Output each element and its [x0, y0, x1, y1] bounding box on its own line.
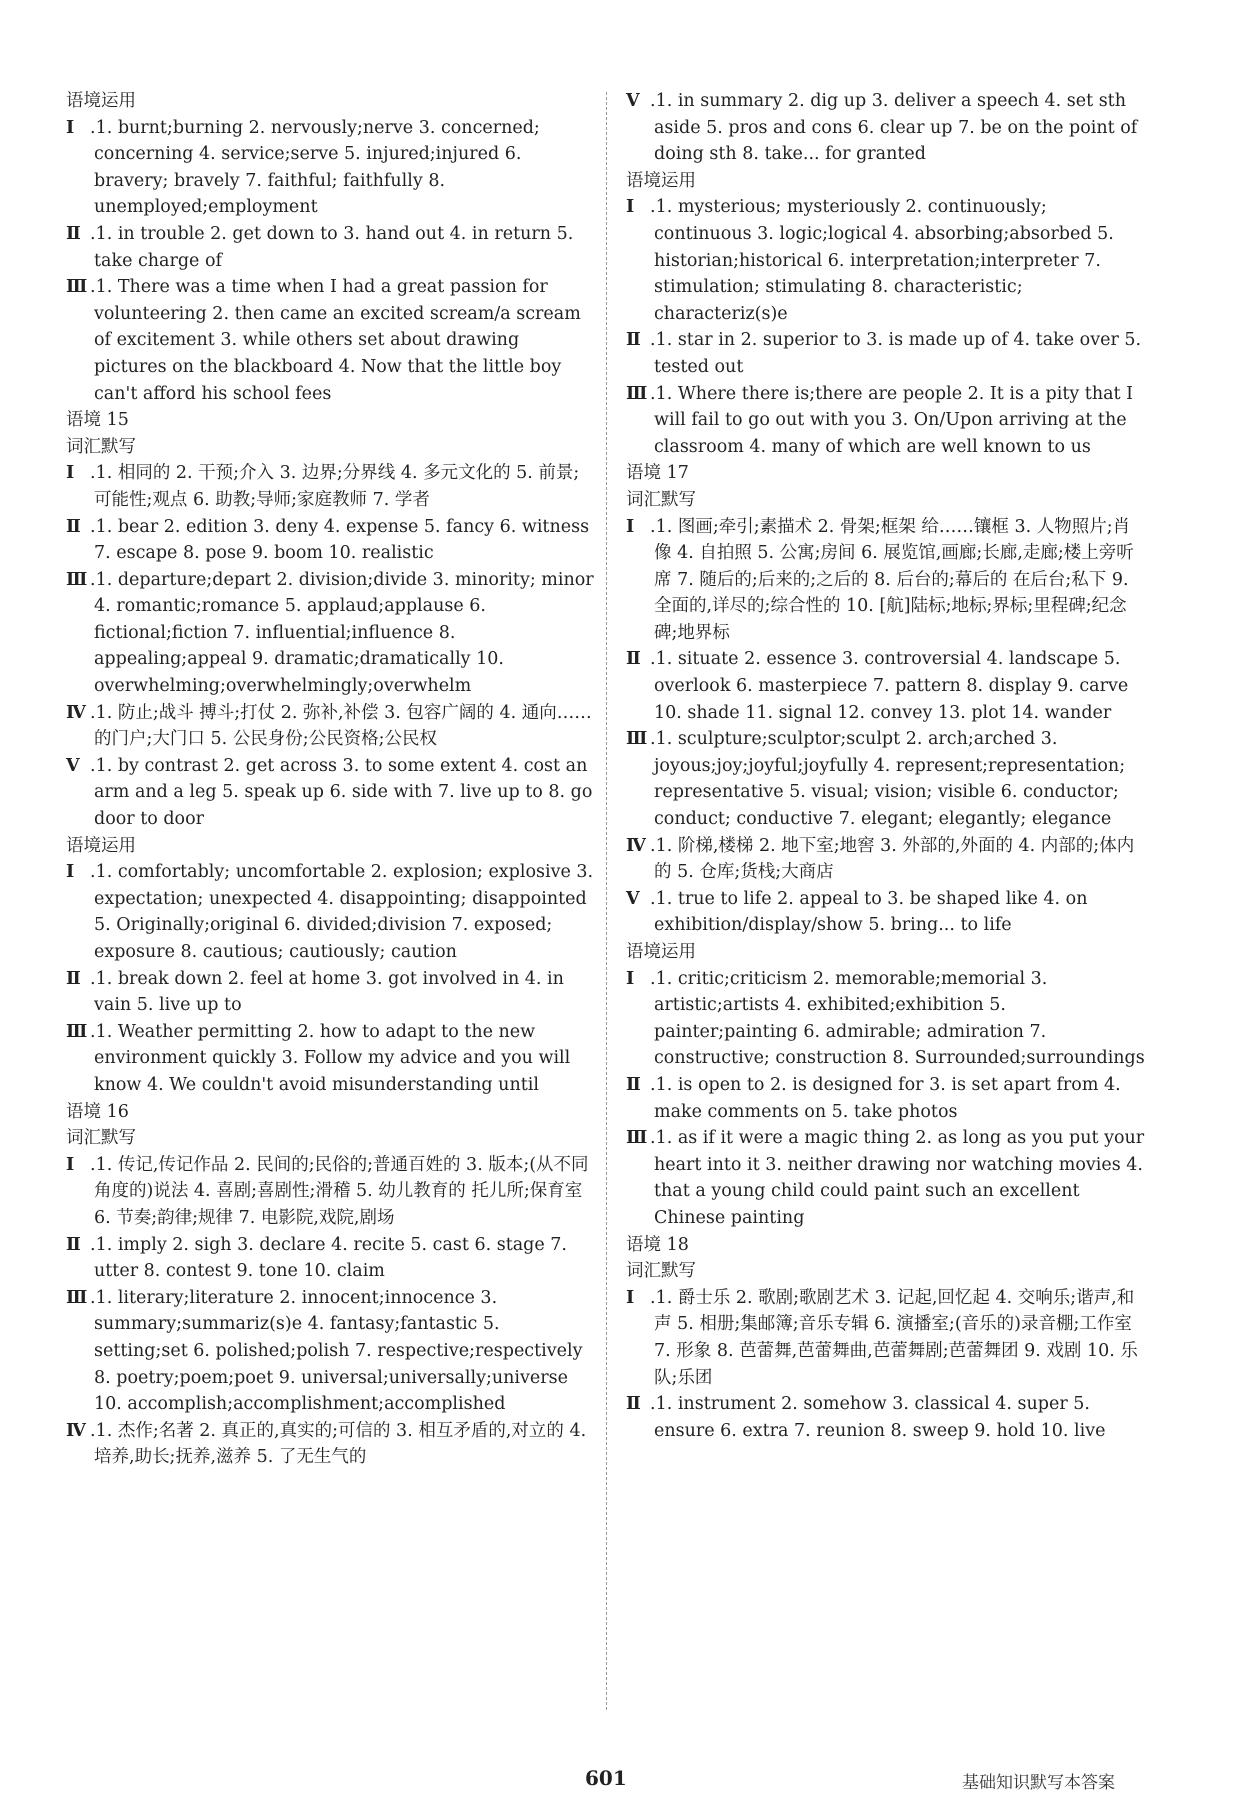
- roman-numeral: Ⅰ: [66, 862, 75, 883]
- roman-numeral: Ⅰ: [66, 1154, 75, 1175]
- answer-text: .1. 传记,传记作品 2. 民间的;民俗的;普通百姓的 3. 版本;(从不同角度的)说法 4. 喜剧;喜剧性;滑稽 5. 幼儿教育的 托儿所;保育室 6. 节奏;韵律;规律 7. 电影院,戏院,剧场: [90, 1154, 589, 1228]
- answer-item: [66, 1232, 596, 1285]
- answer-item: [626, 1391, 1146, 1444]
- answer-item: [66, 221, 596, 274]
- answer-text: .1. bear 2. edition 3. deny 4. expense 5. fancy 6. witness 7. escape 8. pose 9. boom 10. realistic: [90, 516, 590, 564]
- answer-text: .1. sculpture;sculptor;sculpt 2. arch;arched 3. joyous;joy;joyful;joyfully 4. represent;representation; representative 5. visual; vision; visible 6. conductor; conduct; conductive 7. elegant; elegantly; elegance: [650, 729, 1126, 830]
- answer-item: [66, 859, 596, 965]
- answer-item: [66, 966, 596, 1019]
- roman-numeral: Ⅱ: [66, 223, 81, 244]
- roman-numeral: Ⅰ: [626, 968, 635, 989]
- answer-item: [66, 1019, 596, 1099]
- roman-numeral: Ⅲ: [66, 1021, 88, 1042]
- unit-title: 语境 17: [626, 463, 689, 484]
- answer-item: [626, 327, 1146, 380]
- answer-text: .1. Where there is;there are people 2. It is a pity that I will fail to go out with you 3. On/Upon arriving at the classroom 4. many of which are well known to us: [650, 383, 1134, 457]
- answer-item: [66, 753, 596, 833]
- answer-text: .1. is open to 2. is designed for 3. is set apart from 4. make comments on 5. take photos: [650, 1074, 1121, 1122]
- roman-numeral: Ⅱ: [66, 1234, 81, 1255]
- roman-numeral: Ⅱ: [626, 330, 641, 351]
- answer-text: .1. 防止;战斗 搏斗;打仗 2. 弥补,补偿 3. 包容广阔的 4. 通向……的门户;大门口 5. 公民身份;公民资格;公民权: [90, 702, 592, 750]
- answer-item: [626, 194, 1146, 327]
- answer-text: .1. as if it were a magic thing 2. as long as you put your heart into it 3. neither drawing nor watching movies 4. that a young child could paint such an excellent Chinese painting: [650, 1128, 1145, 1228]
- answer-item: [626, 1285, 1146, 1391]
- answer-text: .1. 阶梯,楼梯 2. 地下室;地窖 3. 外部的,外面的 4. 内部的;体内的 5. 仓库;货栈;大商店: [650, 835, 1135, 883]
- section-heading: 词汇默写: [626, 1261, 696, 1282]
- section-heading: 词汇默写: [66, 1128, 136, 1149]
- answer-text: .1. departure;depart 2. division;divide 3. minority; minor 4. romantic;romance 5. applaud;applause 6. fictional;fiction 7. influential;influence 8. appealing;appeal 9. dramatic;dramatically 10. overwhelming;overwhelmingly;overwhelm: [90, 569, 594, 697]
- book-title: 基础知识默写本答案: [962, 1773, 1115, 1793]
- roman-numeral: Ⅱ: [66, 516, 81, 537]
- answer-item: [66, 700, 596, 753]
- roman-numeral: Ⅰ: [626, 1287, 635, 1308]
- answer-text: .1. break down 2. feel at home 3. got involved in 4. in vain 5. live up to: [90, 968, 564, 1016]
- answer-text: .1. star in 2. superior to 3. is made up of 4. take over 5. tested out: [650, 330, 1142, 377]
- answer-item: [66, 567, 596, 700]
- section-heading: 词汇默写: [626, 489, 696, 510]
- answer-item: [626, 966, 1146, 1072]
- answer-item: [66, 514, 596, 567]
- answer-item: [66, 460, 596, 513]
- roman-numeral: Ⅰ: [66, 463, 75, 484]
- left-column: [66, 88, 596, 1471]
- answer-text: .1. in summary 2. dig up 3. deliver a speech 4. set sth aside 5. pros and cons 6. clear up 7. be on the point of doing sth 8. take... for granted: [650, 91, 1138, 165]
- answer-item: [626, 88, 1146, 168]
- unit-title: 语境 15: [66, 410, 129, 431]
- answer-item: [66, 1152, 596, 1232]
- answer-text: .1. literary;literature 2. innocent;innocence 3. summary;summariz(s)e 4. fantasy;fantastic 5. setting;set 6. polished;polish 7. respective;respectively 8. poetry;poem;poet 9. universal;universally;universe 10. accomplish;accomplishment;accomplished: [90, 1287, 583, 1415]
- answer-item: [626, 646, 1146, 726]
- answer-item: [626, 514, 1146, 647]
- answer-text: .1. 相同的 2. 干预;介入 3. 边界;分界线 4. 多元文化的 5. 前景;可能性;观点 6. 助教;导师;家庭教师 7. 学者: [90, 463, 580, 510]
- answer-text: .1. 爵士乐 2. 歌剧;歌剧艺术 3. 记起,回忆起 4. 交响乐;谐声,和声 5. 相册;集邮簿;音乐专辑 6. 演播室;(音乐的)录音棚;工作室 7. 形象 8. 芭蕾舞,芭蕾舞曲,芭蕾舞剧;芭蕾舞团 9. 戏剧 10. 乐队;乐团: [650, 1287, 1138, 1388]
- section-heading: 语境运用: [66, 835, 136, 856]
- roman-numeral: Ⅴ: [626, 91, 640, 111]
- right-column: [626, 88, 1146, 1444]
- roman-numeral: Ⅱ: [626, 1074, 641, 1095]
- roman-numeral: Ⅲ: [66, 277, 88, 298]
- answer-text: .1. by contrast 2. get across 3. to some extent 4. cost an arm and a leg 5. speak up 6. side with 7. live up to 8. go door to door: [90, 755, 593, 830]
- section-heading: 词汇默写: [66, 436, 136, 457]
- roman-numeral: Ⅳ: [66, 702, 86, 723]
- roman-numeral: Ⅲ: [626, 1128, 648, 1149]
- roman-numeral: Ⅲ: [66, 1287, 88, 1308]
- column-divider: [606, 92, 607, 1710]
- answer-item: [626, 833, 1146, 886]
- roman-numeral: Ⅱ: [626, 1394, 641, 1415]
- answer-item: [66, 274, 596, 407]
- answer-text: .1. in trouble 2. get down to 3. hand out 4. in return 5. take charge of: [90, 223, 574, 271]
- answer-text: .1. critic;criticism 2. memorable;memorial 3. artistic;artists 4. exhibited;exhibition 5. painter;painting 6. admirable; admiration 7. constructive; construction 8. Surrounded;surroundings: [650, 968, 1145, 1069]
- answer-text: .1. situate 2. essence 3. controversial 4. landscape 5. overlook 6. masterpiece 7. pattern 8. display 9. carve 10. shade 11. signal 12. convey 13. plot 14. wander: [650, 649, 1129, 723]
- roman-numeral: Ⅲ: [626, 383, 648, 404]
- answer-item: [66, 115, 596, 221]
- roman-numeral: Ⅲ: [626, 729, 648, 750]
- answer-text: .1. burnt;burning 2. nervously;nerve 3. concerned; concerning 4. service;serve 5. injured;injured 6. bravery; bravely 7. faithful; faithfully 8. unemployed;employment: [90, 117, 540, 218]
- answer-text: .1. 图画;牵引;素描术 2. 骨架;框架 给……镶框 3. 人物照片;肖像 4. 自拍照 5. 公寓;房间 6. 展览馆,画廊;长廊,走廊;楼上旁听席 7. 随后的;后来的;之后的 8. 后台的;幕后的 在后台;私下 9. 全面的,详尽的;综合性的 10. [航]陆标;地标;界标;里程碑;纪念碑;地界标: [650, 516, 1134, 643]
- roman-numeral: Ⅴ: [66, 755, 80, 776]
- answer-item: [626, 886, 1146, 939]
- answer-text: .1. comfortably; uncomfortable 2. explosion; explosive 3. expectation; unexpected 4. disappointing; disappointed 5. Originally;original 6. divided;division 7. exposed; exposure 8. cautious; cautiously; caution: [90, 862, 594, 962]
- roman-numeral: Ⅴ: [626, 888, 640, 909]
- answer-item: [66, 1418, 596, 1471]
- answer-text: .1. Weather permitting 2. how to adapt to the new environment quickly 3. Follow my advice and you will know 4. We couldn't avoid misunderstanding until: [90, 1021, 571, 1095]
- answer-text: .1. imply 2. sigh 3. declare 4. recite 5. cast 6. stage 7. utter 8. contest 9. tone 10. claim: [90, 1234, 567, 1282]
- answer-item: [626, 726, 1146, 832]
- section-heading: 语境运用: [626, 942, 696, 962]
- roman-numeral: Ⅳ: [626, 835, 646, 856]
- unit-title: 语境 16: [66, 1101, 129, 1122]
- section-heading: 语境运用: [66, 91, 136, 111]
- answer-text: .1. instrument 2. somehow 3. classical 4. super 5. ensure 6. extra 7. reunion 8. sweep 9. hold 10. live: [650, 1394, 1106, 1441]
- unit-title: 语境 18: [626, 1234, 689, 1255]
- answer-text: .1. true to life 2. appeal to 3. be shaped like 4. on exhibition/display/show 5. bring... to life: [650, 888, 1088, 936]
- roman-numeral: Ⅱ: [66, 968, 81, 989]
- answer-item: [626, 1072, 1146, 1125]
- answer-item: [626, 1125, 1146, 1231]
- section-heading: 语境运用: [626, 170, 696, 191]
- answer-item: [626, 381, 1146, 461]
- page-number: 601: [585, 1766, 627, 1790]
- roman-numeral: Ⅱ: [626, 649, 641, 670]
- answer-item: [66, 1285, 596, 1418]
- roman-numeral: Ⅰ: [626, 516, 635, 537]
- roman-numeral: Ⅲ: [66, 569, 88, 590]
- answer-text: .1. mysterious; mysteriously 2. continuously; continuous 3. logic;logical 4. absorbing;absorbed 5. historian;historical 6. interpretation;interpreter 7. stimulation; stimulating 8. characteristic; characteriz(s)e: [650, 197, 1114, 324]
- answer-text: .1. 杰作;名著 2. 真正的,真实的;可信的 3. 相互矛盾的,对立的 4. 培养,助长;抚养,滋养 5. 了无生气的: [90, 1420, 587, 1468]
- roman-numeral: Ⅳ: [66, 1420, 86, 1441]
- roman-numeral: Ⅰ: [66, 117, 75, 138]
- roman-numeral: Ⅰ: [626, 197, 635, 218]
- answer-text: .1. There was a time when I had a great passion for volunteering 2. then came an excited scream/a scream of excitement 3. while others set about drawing pictures on the blackboard 4. Now that the little boy can't afford his school fees: [90, 277, 581, 404]
